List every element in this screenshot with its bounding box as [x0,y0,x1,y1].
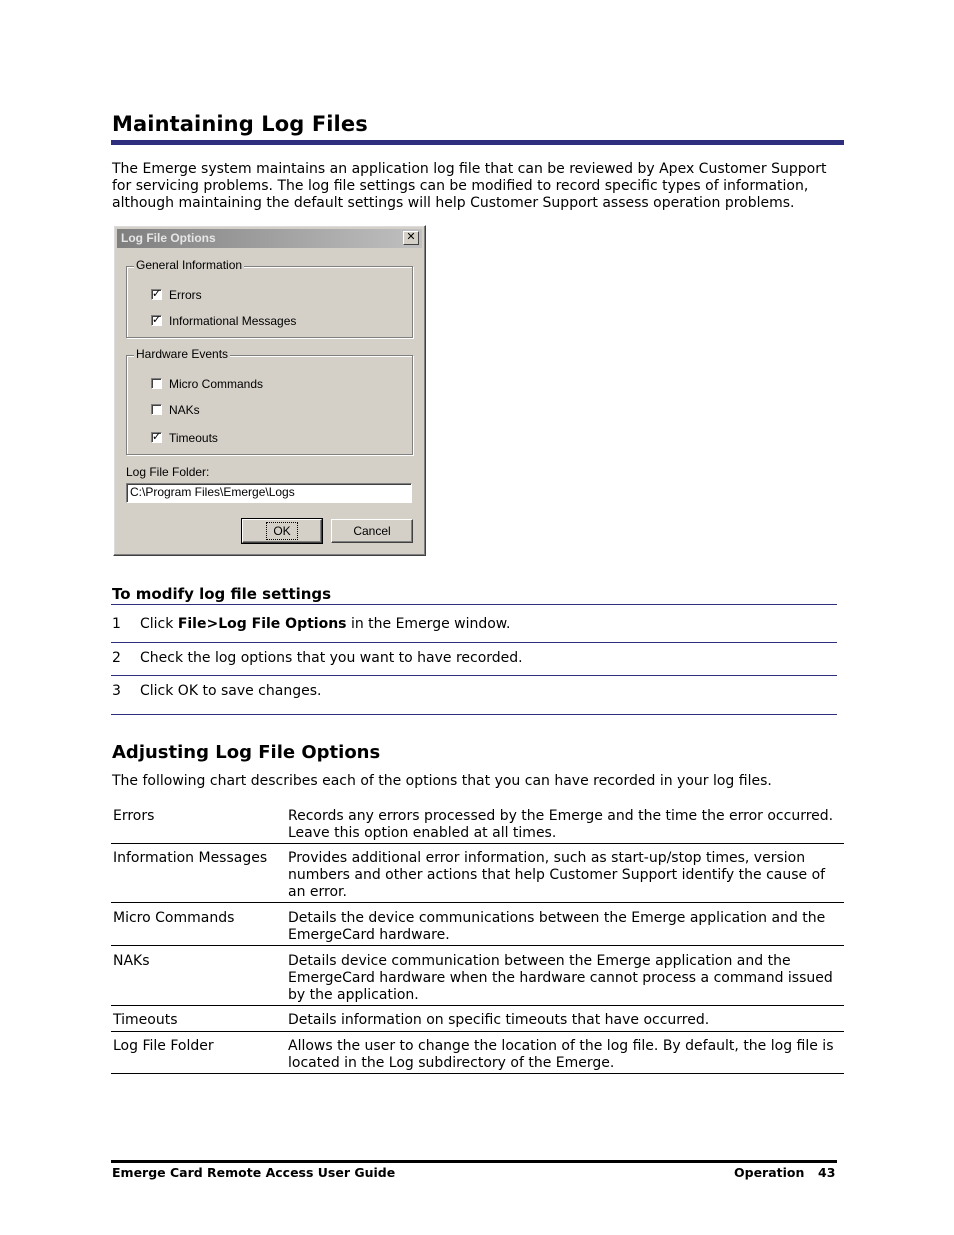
cancel-label: Cancel [353,524,391,538]
option-name: Errors [113,808,155,824]
errors-label: Errors [169,288,202,302]
timeouts-checkbox[interactable]: ✓ [152,431,162,443]
errors-checkbox[interactable]: ✓ [152,288,162,300]
section-heading: Adjusting Log File Options [112,742,381,763]
close-icon[interactable]: ✕ [403,231,419,245]
hardware-events-legend: Hardware Events [136,347,229,361]
naks-checkbox-row[interactable] [151,403,200,419]
option-description: Allows the user to change the location of the log file. By default, the log file is located in the Log subdirectory of the Emerge. [288,1038,834,1071]
dialog-title: Log File Options [121,231,216,245]
row-divider [111,843,844,844]
row-divider [111,1005,844,1006]
cancel-button[interactable] [331,519,413,543]
micro-commands-checkbox-row[interactable] [151,377,263,393]
ok-label: OK [266,522,297,540]
step-divider [111,675,837,676]
option-description: Details information on specific timeouts that have occurred. [288,1012,710,1028]
timeouts-label: Timeouts [169,431,218,445]
naks-label: NAKs [169,403,200,417]
table-end-rule [111,1073,844,1074]
row-divider [111,1031,844,1032]
footer-section: Operation [734,1165,805,1180]
log-folder-input[interactable]: C:\Program Files\Emerge\Logs [126,483,412,503]
errors-checkbox-row[interactable] [151,288,202,304]
option-description: Details device communication between the Emerge application and the EmergeCard hardware when the hardware cannot process a command issued by the application. [288,953,833,1003]
step-divider [111,642,837,643]
info-messages-label: Informational Messages [169,314,297,328]
option-description: Provides additional error information, such as start-up/stop times, version numbers and other actions that help Customer Support identify the cause of an error. [288,850,826,900]
step-text: Click File>Log File Options in the Emerge window. [140,616,511,632]
row-divider [111,902,844,903]
step-number: 2 [112,650,121,666]
log-file-options-dialog [113,225,426,556]
intro-paragraph: The Emerge system maintains an application log file that can be reviewed by Apex Customer Support for servicing problems. The log file settings can be modified to record specific types of information, although maintaining the default settings will help Customer Support assess operation problems. [112,161,827,211]
option-name: Information Messages [113,850,268,866]
general-information-legend: General Information [136,258,243,272]
step-text: Check the log options that you want to have recorded. [140,650,523,666]
naks-checkbox[interactable] [151,404,162,415]
step-text: Click OK to save changes. [140,683,322,699]
option-name: Log File Folder [113,1038,214,1054]
option-name: Timeouts [113,1012,178,1028]
footer-rule [111,1160,837,1163]
page-title: Maintaining Log Files [112,112,368,136]
info-messages-checkbox-row[interactable] [151,314,296,330]
procedure-title: To modify log file settings [112,585,332,603]
procedure-end-rule [111,714,837,715]
log-folder-label: Log File Folder: [126,465,210,479]
timeouts-checkbox-row[interactable] [151,431,218,447]
procedure-rule [111,604,837,605]
page-number: 43 [818,1165,836,1180]
micro-commands-label: Micro Commands [169,377,264,391]
option-name: NAKs [113,953,150,969]
option-description: Records any errors processed by the Emerge and the time the error occurred. Leave this option enabled at all times. [288,808,834,841]
menu-path: File>Log File Options [177,616,347,632]
section-intro: The following chart describes each of the options that you can have recorded in your log files. [112,773,772,789]
row-divider [111,945,844,946]
hardware-events-group [126,347,413,455]
ok-button[interactable] [242,519,322,543]
option-name: Micro Commands [113,910,235,926]
footer-guide-title: Emerge Card Remote Access User Guide [112,1165,396,1180]
title-rule [111,140,844,145]
micro-commands-checkbox[interactable] [151,378,162,389]
step-number: 1 [112,616,121,632]
general-information-group [126,258,413,338]
dialog-titlebar [117,229,422,248]
step-number: 3 [112,683,121,699]
info-messages-checkbox[interactable]: ✓ [152,314,162,326]
option-description: Details the device communications between the Emerge application and the EmergeCard hardware. [288,910,826,943]
